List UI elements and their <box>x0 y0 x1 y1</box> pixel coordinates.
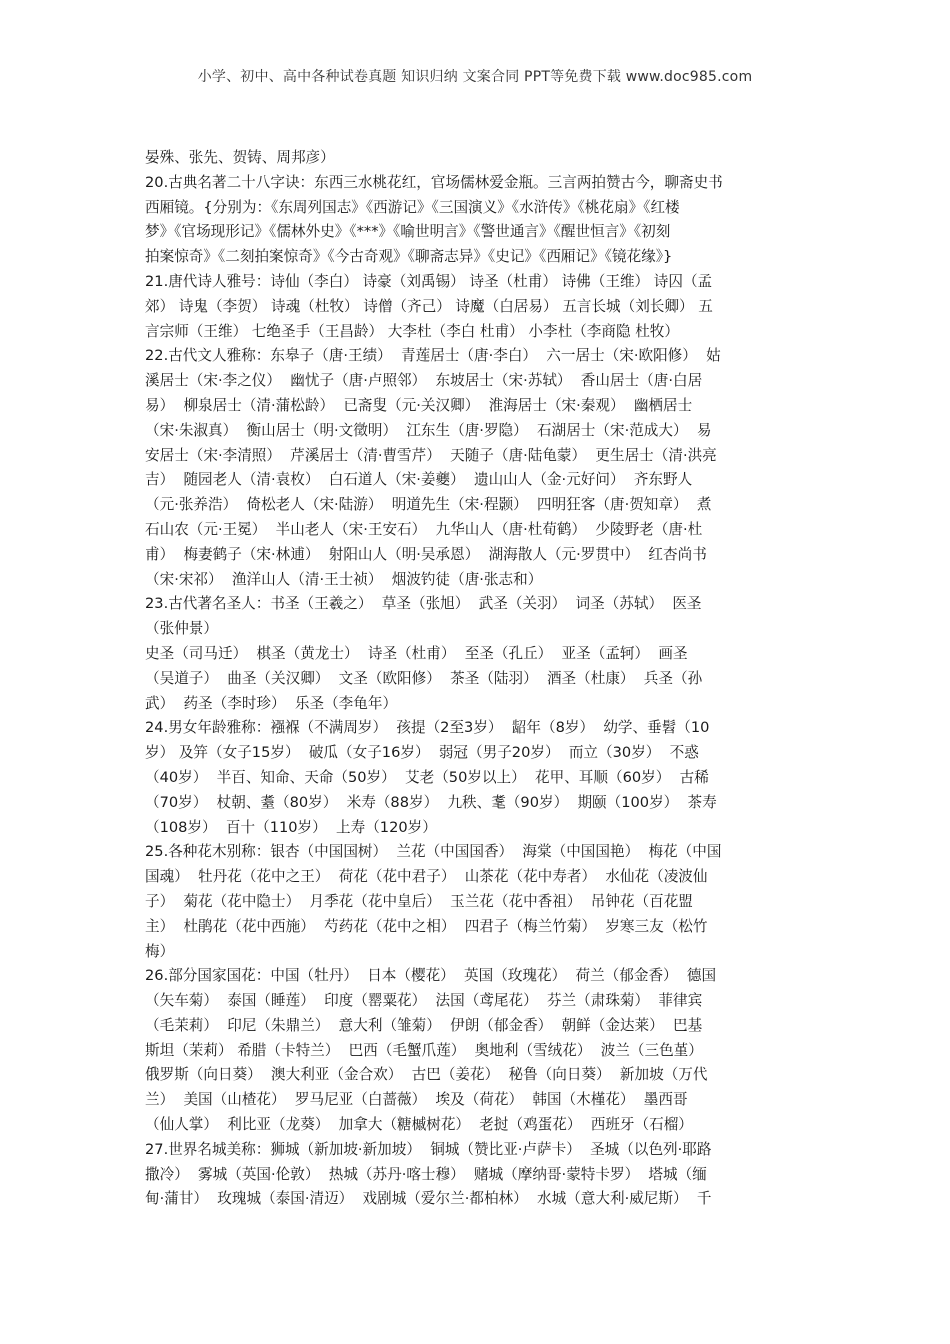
text-line: 23.古代著名圣人：书圣（王羲之） 草圣（张旭） 武圣（关羽） 词圣（苏轼） 医圣 <box>145 595 702 613</box>
text-line: 晏殊、张先、贺铸、周邦彦） <box>145 149 335 166</box>
text-line: 溪居士（宋·李之仪） 幽忧子（唐·卢照邻） 东坡居士（宋·苏轼） 香山居士（唐·白居 <box>145 372 703 390</box>
text-line: 安居士（宋·李清照） 芹溪居士（清·曹雪芹） 天随子（唐·陆龟蒙） 更生居士（清·洪亮 <box>145 446 717 464</box>
text-line: （宋·宋祁） 渔洋山人（清·王士祯） 烟波钓徒（唐·张志和） <box>145 570 543 588</box>
text-line: 俄罗斯（向日葵） 澳大利亚（金合欢） 古巴（姜花） 秘鲁（向日葵） 新加坡（万代 <box>145 1066 708 1084</box>
text-line: （元·张养浩） 倚松老人（宋·陆游） 明道先生（宋·程颢） 四明狂客（唐·贺知章） 煮 <box>145 496 712 514</box>
text-line: 子） 菊花（花中隐士） 月季花（花中皇后） 玉兰花（花中香祖） 吊钟花（百花盟 <box>145 892 693 910</box>
text-line: 24.男女年龄雅称：襁褓（不满周岁） 孩提（2至3岁） 龆年（8岁） 幼学、垂髫（10 <box>145 719 710 737</box>
text-line: （毛茉莉） 印尼（朱鼎兰） 意大利（雏菊） 伊朗（郁金香） 朝鲜（金达莱） 巴基 <box>145 1016 703 1034</box>
text-line: 郊） 诗鬼（李贺） 诗魂（杜牧） 诗僧（齐己） 诗魔（白居易） 五言长城（刘长卿） 五 <box>145 297 713 315</box>
text-line: 22.古代文人雅称：东皋子（唐·王绩） 青莲居士（唐·李白） 六一居士（宋·欧阳修） 姑 <box>145 347 721 365</box>
text-line: （108岁） 百十（110岁） 上寿（120岁） <box>145 818 437 836</box>
text-line: （矢车菊） 泰国（睡莲） 印度（罂粟花） 法国（鸢尾花） 芬兰（肃珠菊） 菲律宾 <box>145 992 703 1010</box>
text-line: 26.部分国家国花：中国（牡丹） 日本（樱花） 英国（玫瑰花） 荷兰（郁金香） 德国 <box>145 967 717 985</box>
text-line: 易） 柳泉居士（清·蒲松龄） 已斋叟（元·关汉卿） 淮海居士（宋·秦观） 幽栖居士 <box>145 396 693 414</box>
text-line: （70岁） 杖朝、耋（80岁） 米寿（88岁） 九秩、耄（90岁） 期颐（100岁） 茶寿 <box>145 793 717 811</box>
text-line: 石山农（元·王冕） 半山老人（宋·王安石） 九华山人（唐·杜荀鹤） 少陵野老（唐·杜 <box>145 520 703 538</box>
text-line: 27.世界名城美称：狮城（新加坡·新加坡） 铜城（赞比亚·卢萨卡） 圣城（以色列·耶路 <box>145 1140 712 1158</box>
text-line: 史圣（司马迁） 棋圣（黄龙士） 诗圣（杜甫） 至圣（孔丘） 亚圣（孟轲） 画圣 <box>145 644 688 662</box>
text-line: 岁） 及笄（女子15岁） 破瓜（女子16岁） 弱冠（男子20岁） 而立（30岁） 不惑 <box>145 744 699 762</box>
text-line: （张仲景） <box>145 620 218 638</box>
text-line: 言宗师（王维） 七绝圣手（王昌龄） 大李杜（李白 杜甫） 小李杜（李商隐 杜牧） <box>145 322 679 340</box>
text-line: （仙人掌） 利比亚（龙葵） 加拿大（糖槭树花） 老挝（鸡蛋花） 西班牙（石榴） <box>145 1116 693 1134</box>
text-line: 21.唐代诗人雅号：诗仙（李白） 诗豪（刘禹锡） 诗圣（杜甫） 诗佛（王维） 诗囚（孟 <box>145 272 713 290</box>
text-line: 吉） 随园老人（清·袁枚） 白石道人（宋·姜夔） 遗山山人（金·元好问） 齐东野人 <box>145 471 693 489</box>
text-line: 梅） <box>145 942 175 960</box>
text-line: 撒冷） 雾城（英国·伦敦） 热城（苏丹·喀士穆） 赌城（摩纳哥·蒙特卡罗） 塔城（缅 <box>145 1165 707 1183</box>
text-line: 国魂） 牡丹花（花中之王） 荷花（花中君子） 山茶花（花中寿者） 水仙花（凌波仙 <box>145 868 708 886</box>
text-line: （吴道子） 曲圣（关汉卿） 文圣（欧阳修） 茶圣（陆羽） 酒圣（杜康） 兵圣（孙 <box>145 669 703 687</box>
page-header: 小学、初中、高中各种试卷真题 知识归纳 文案合同 PPT等免费下载 www.doc985.com <box>197 69 753 85</box>
text-line: 20.古典名著二十八字诀：东西三水桃花红，官场儒林爱金瓶。三言两拍赞古今，聊斋史书 <box>145 173 723 191</box>
text-line: 甸·蒲甘） 玫瑰城（泰国·清迈） 戏剧城（爱尔兰·都柏林） 水城（意大利·威尼斯） 千 <box>145 1190 712 1208</box>
text-line: 斯坦（茉莉） 希腊（卡特兰） 巴西（毛蟹爪莲） 奥地利（雪绒花） 波兰（三色堇） <box>145 1041 703 1059</box>
text-line: 武） 药圣（李时珍） 乐圣（李龟年） <box>145 694 398 712</box>
text-line: 25.各种花木别称：银杏（中国国树） 兰花（中国国香） 海棠（中国国艳） 梅花（中国 <box>145 843 722 861</box>
text-line: （宋·朱淑真） 衡山居士（明·文徵明） 江东生（唐·罗隐） 石湖居士（宋·范成大） 易 <box>145 421 712 439</box>
text-line: 主） 杜鹃花（花中西施） 芍药花（花中之相） 四君子（梅兰竹菊） 岁寒三友（松竹 <box>145 917 708 935</box>
text-line: 甫） 梅妻鹤子（宋·林逋） 射阳山人（明·吴承恩） 湖海散人（元·罗贯中） 红杏尚书 <box>145 545 707 563</box>
text-line: 西厢镜。{分别为：《东周列国志》《西游记》《三国演义》《水浒传》《桃花扇》《红楼 <box>145 198 680 216</box>
text-line: 兰） 美国（山楂花） 罗马尼亚（白蔷薇） 埃及（荷花） 韩国（木槿花） 墨西哥 <box>145 1091 688 1109</box>
text-line: 拍案惊奇》《二刻拍案惊奇》《今古奇观》《聊斋志异》《史记》《西厢记》《镜花缘》} <box>145 248 673 266</box>
document-body <box>145 146 807 1212</box>
text-line: 梦》《官场现形记》《儒林外史》《***》《喻世明言》《警世通言》《醒世恒言》《初刻 <box>145 223 671 241</box>
text-line: （40岁） 半百、知命、天命（50岁） 艾老（50岁以上） 花甲、耳顺（60岁） 古稀 <box>145 768 709 786</box>
